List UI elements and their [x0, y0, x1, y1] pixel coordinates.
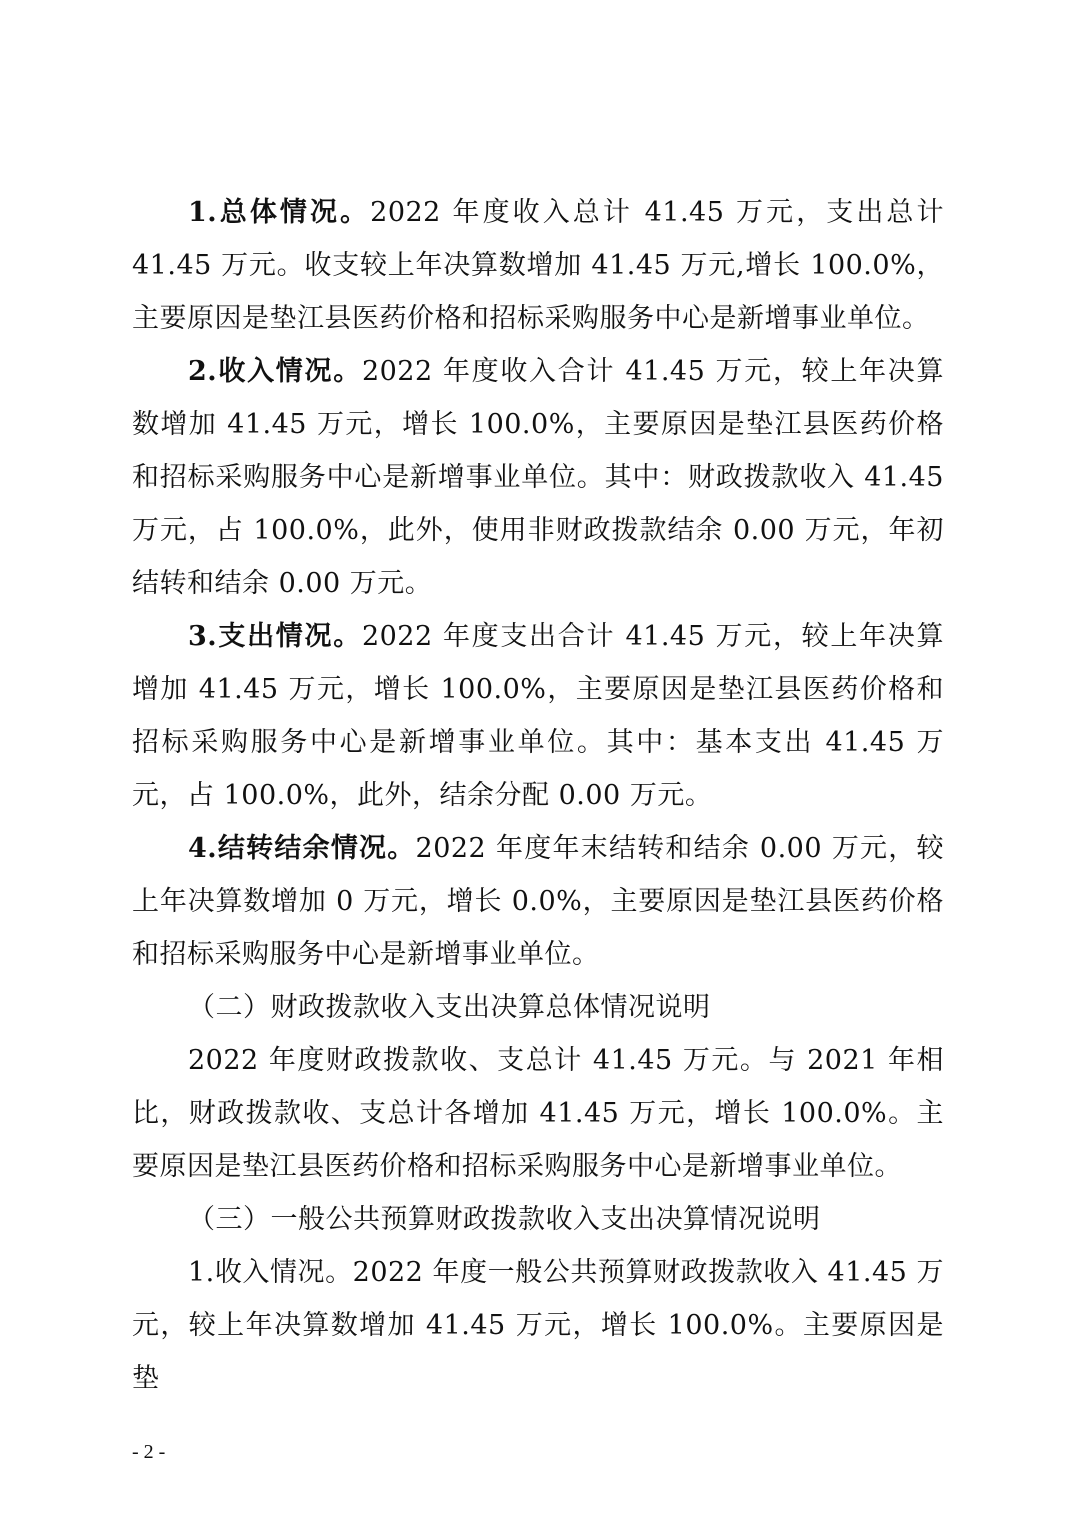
text-carryover: 2022 年度年末结转和结余 0.00 万元，较上年决算数增加 0 万元，增长 0.0%，主要原因是垫江县医药价格和招标采购服务中心是新增事业单位。 — [132, 833, 945, 970]
section-heading-fiscal-overall-text: （二）财政拨款收入支出决算总体情况说明 — [188, 992, 711, 1023]
section-heading-general-budget — [132, 1193, 944, 1246]
paragraph-overall — [132, 186, 944, 345]
paragraph-general-budget-income — [132, 1246, 944, 1405]
paragraph-carryover — [132, 822, 944, 981]
text-general-budget-income: 1.收入情况。2022 年度一般公共预算财政拨款收入 41.45 万元，较上年决算数增加 41.45 万元，增长 100.0%。主要原因是垫 — [132, 1257, 944, 1394]
heading-expenditure: 3.支出情况。 — [188, 621, 362, 652]
text-fiscal-overall: 2022 年度财政拨款收、支总计 41.45 万元。与 2021 年相比，财政拨款收、支总计各增加 41.45 万元，增长 100.0%。主要原因是垫江县医药价格和招标采购服务中心是新增事业单位。 — [132, 1045, 944, 1182]
text-income: 2022 年度收入合计 41.45 万元，较上年决算数增加 41.45 万元，增长 100.0%，主要原因是垫江县医药价格和招标采购服务中心是新增事业单位。其中：财政拨款收入 41.45 万元，占 100.0%，此外，使用非财政拨款结余 0.00 万元，年初结转和结余 0.00 万元。 — [132, 356, 944, 599]
paragraph-income — [132, 345, 944, 610]
document-body — [132, 186, 944, 1405]
heading-overall: 1.总体情况。 — [188, 197, 371, 228]
section-heading-fiscal-overall — [132, 981, 944, 1034]
paragraph-fiscal-overall — [132, 1034, 944, 1193]
heading-carryover: 4.结转结余情况。 — [188, 833, 416, 864]
heading-income: 2.收入情况。 — [188, 356, 362, 387]
text-expenditure: 2022 年度支出合计 41.45 万元，较上年决算增加 41.45 万元，增长 100.0%，主要原因是垫江县医药价格和招标采购服务中心是新增事业单位。其中：基本支出 41.45 万元，占 100.0%，此外，结余分配 0.00 万元。 — [132, 621, 944, 811]
paragraph-expenditure — [132, 610, 944, 822]
section-heading-general-budget-text: （三）一般公共预算财政拨款收入支出决算情况说明 — [188, 1204, 821, 1235]
page-number: - 2 - — [132, 1441, 166, 1463]
text-overall: 2022 年度收入总计 41.45 万元，支出总计 41.45 万元。收支较上年决算数增加 41.45 万元,增长 100.0%，主要原因是垫江县医药价格和招标采购服务中心是新增事业单位。 — [132, 197, 945, 334]
